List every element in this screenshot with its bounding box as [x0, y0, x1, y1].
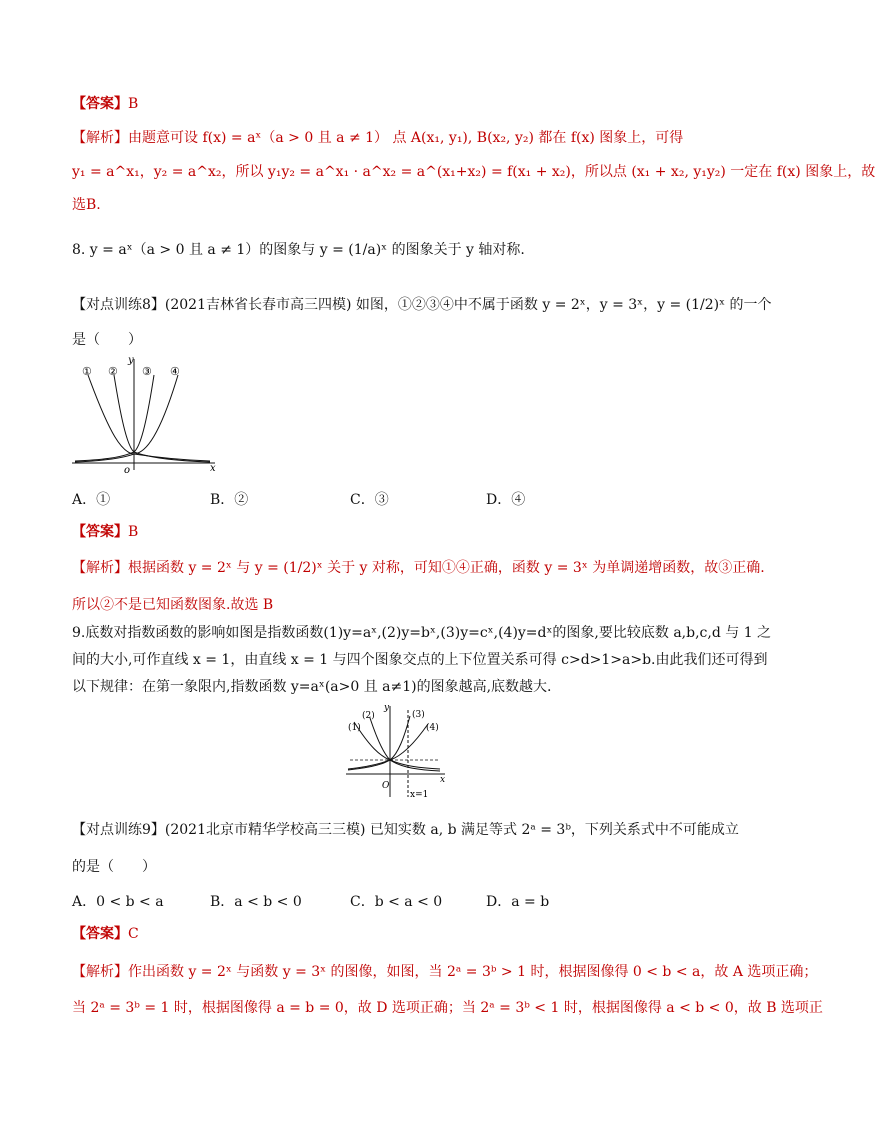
curve-label-1: ① — [82, 365, 92, 378]
origin-label: O — [382, 781, 390, 791]
explanation-1-line-2: y₁ = a^x₁，y₂ = a^x₂，所以 y₁y₂ = a^x₁ · a^x₂ = a^(x₁+x₂) = f(x₁ + x₂)，所以点 (x₁ + x₂, y₁y₂) 一定在 f(x) 图象上，故 — [72, 164, 875, 180]
y-axis-label: y — [128, 355, 134, 366]
exercise-8-graph — [70, 355, 220, 475]
exercise-9-line-2: 的是（ ） — [72, 859, 156, 875]
property-9-line-2: 间的大小,可作直线 x = 1，由直线 x = 1 与四个图象交点的上下位置关系可得 c>d>1>a>b.由此我们还可得到 — [72, 652, 768, 668]
explanation-9-line-1: 【解析】作出函数 y = 2ˣ 与函数 y = 3ˣ 的图像，如图，当 2ᵃ = 3ᵇ > 1 时，根据图像得 0 < b < a，故 A 选项正确； — [72, 964, 818, 980]
curve-label-4: (4) — [426, 723, 439, 733]
answer-8: 【答案】B — [72, 524, 139, 540]
option-c[interactable]: C．b < a < 0 — [350, 894, 443, 910]
answer-9: 【答案】C — [72, 926, 139, 942]
option-a[interactable]: A．① — [72, 492, 111, 508]
explanation-1-line-1: 【解析】由题意可设 f(x) = aˣ（a > 0 且 a ≠ 1） 点 A(x₁, y₁), B(x₂, y₂) 都在 f(x) 图象上，可得 — [72, 130, 684, 146]
option-b[interactable]: B．② — [210, 492, 249, 508]
property-9-graph — [340, 702, 450, 802]
property-8: 8. y = aˣ（a > 0 且 a ≠ 1）的图象与 y = (1/a)ˣ 的图象关于 y 轴对称. — [72, 242, 525, 258]
explanation-1-line-3: 选B. — [72, 197, 101, 213]
line-x1-label: x=1 — [410, 790, 429, 800]
x-axis-label: x — [440, 775, 446, 785]
curve-label-3: ③ — [142, 365, 152, 378]
curve-label-2: ② — [108, 365, 118, 378]
y-axis-label: y — [384, 703, 390, 713]
exercise-8-line-2: 是（ ） — [72, 332, 142, 348]
curve-label-1: (1) — [348, 723, 361, 733]
curve-label-2: (2) — [362, 711, 375, 721]
option-d[interactable]: D．④ — [486, 492, 526, 508]
option-d[interactable]: D．a = b — [486, 894, 550, 910]
curve-label-3: (3) — [412, 710, 425, 720]
origin-label: o — [124, 465, 131, 476]
option-c[interactable]: C．③ — [350, 492, 389, 508]
option-b[interactable]: B．a < b < 0 — [210, 894, 302, 910]
explanation-9-line-2: 当 2ᵃ = 3ᵇ = 1 时，根据图像得 a = b = 0，故 D 选项正确；当 2ᵃ = 3ᵇ < 1 时，根据图像得 a < b < 0，故 B 选项正 — [72, 1000, 823, 1016]
answer-1: 【答案】B — [72, 96, 139, 112]
explanation-8-line-1: 【解析】根据函数 y = 2ˣ 与 y = (1/2)ˣ 关于 y 对称，可知①④正确，函数 y = 3ˣ 为单调递增函数，故③正确. — [72, 560, 765, 576]
exercise-8-line-1: 【对点训练8】(2021吉林省长春市高三四模) 如图，①②③④中不属于函数 y = 2ˣ，y = 3ˣ，y = (1/2)ˣ 的一个 — [72, 297, 772, 313]
x-axis-label: x — [210, 463, 216, 474]
property-9-line-1: 9.底数对指数函数的影响如图是指数函数(1)y=aˣ,(2)y=bˣ,(3)y=cˣ,(4)y=dˣ的图象,要比较底数 a,b,c,d 与 1 之 — [72, 625, 772, 641]
exercise-9-line-1: 【对点训练9】(2021北京市精华学校高三三模) 已知实数 a, b 满足等式 2ᵃ = 3ᵇ，下列关系式中不可能成立 — [72, 822, 739, 838]
curve-label-4: ④ — [170, 365, 180, 378]
property-9-line-3: 以下规律：在第一象限内,指数函数 y=aˣ(a>0 且 a≠1)的图象越高,底数越大. — [72, 679, 552, 695]
explanation-8-line-2: 所以②不是已知函数图象.故选 B — [72, 597, 274, 613]
option-a[interactable]: A．0 < b < a — [72, 894, 164, 910]
